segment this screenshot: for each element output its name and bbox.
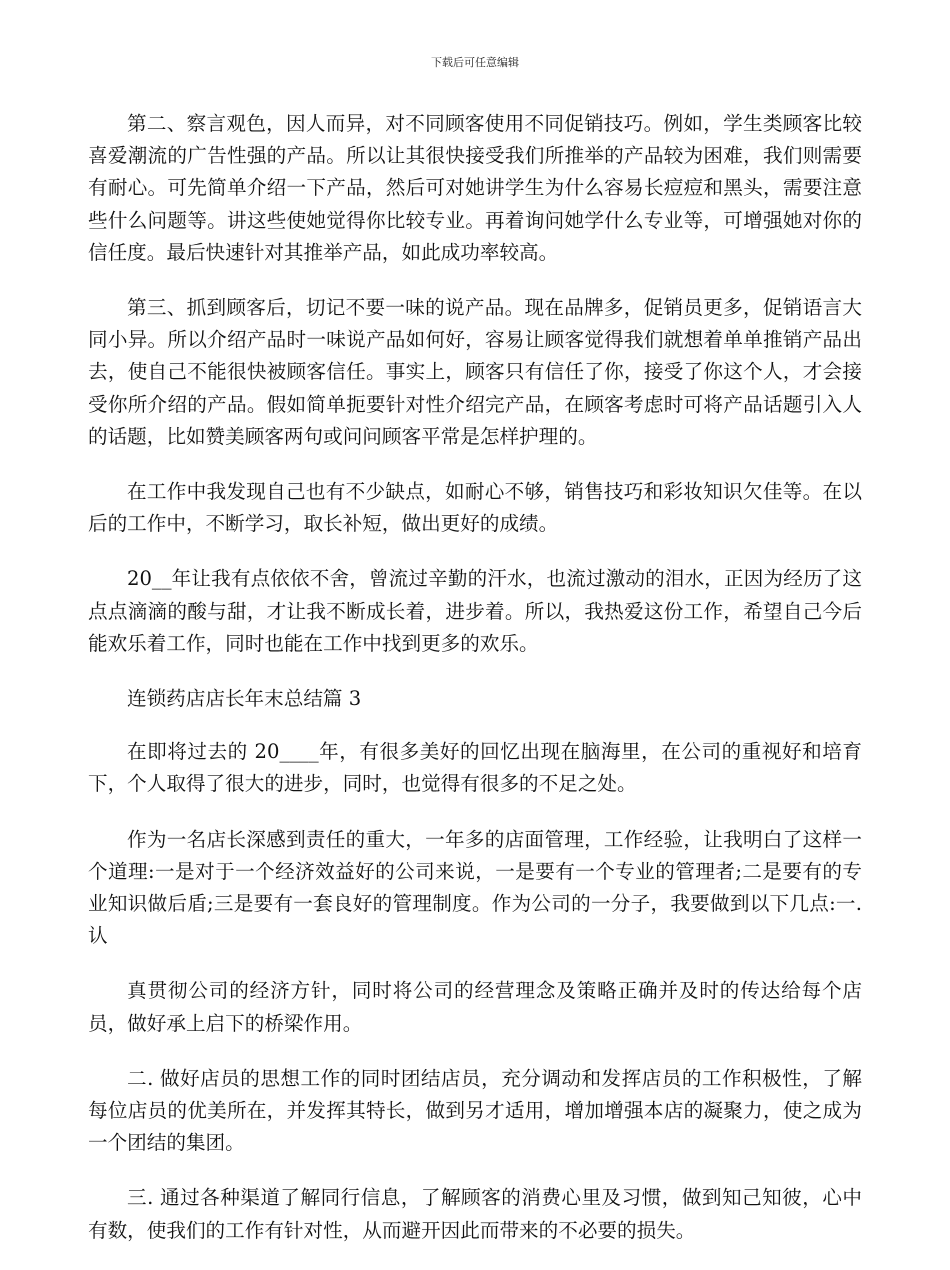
paragraph-point-three: 三. 通过各种渠道了解同行信息，了解顾客的消费心里及习惯，做到知己知彼，心中有数，使我们的工作有针对性，从而避开因此而带来的不必要的损失。 [88, 1186, 862, 1242]
page-header: 下载后可任意编辑 [431, 56, 519, 69]
section-heading: 连锁药店店长年末总结篇 3 [127, 687, 362, 711]
paragraph-intro: 在即将过去的 20____年，有很多美好的回忆出现在脑海里，在公司的重视好和培育下，个人取得了很大的进步，同时，也觉得有很多的不足之处。 [88, 740, 862, 796]
paragraph-point-two: 二. 做好店员的思想工作的同时团结店员，充分调动和发挥店员的工作积极性，了解每位店员的优美所在，并发挥其特长，做到另才适用，增加增强本店的凝聚力，使之成为一个团结的集团。 [88, 1066, 862, 1155]
paragraph-shortcomings: 在工作中我发现自己也有不少缺点，如耐心不够，销售技巧和彩妆知识欠佳等。在以后的工作中，不断学习，取长补短，做出更好的成绩。 [88, 480, 862, 536]
document-body [88, 108, 862, 1270]
paragraph-third-tip: 第三、抓到顾客后，切记不要一味的说产品。现在品牌多，促销员更多，促销语言大同小异。所以介绍产品时一味说产品如何好，容易让顾客觉得我们就想着单单推销产品出去，使自己不能很快被顾客信任。事实上，顾客只有信任了你，接受了你这个人，才会接受你所介绍的产品。假如简单扼要针对性介绍完产品，在顾客考虑时可将产品话题引入人的话题，比如赞美顾客两句或问问顾客平常是怎样护理的。 [88, 296, 862, 448]
paragraph-second-tip: 第二、察言观色，因人而异，对不同顾客使用不同促销技巧。例如，学生类顾客比较喜爱潮流的广告性强的产品。所以让其很快接受我们所推举的产品较为困难，我们则需要有耐心。可先简单介绍一下产品，然后可对她讲学生为什么容易长痘痘和黑头，需要注意些什么问题等。讲这些使她觉得你比较专业。再着询问她学什么专业等，可增强她对你的信任度。最后快速针对其推举产品，如此成功率较高。 [88, 112, 862, 264]
paragraph-point-one: 真贯彻公司的经济方针，同时将公司的经营理念及策略正确并及时的传达给每个店员，做好承上启下的桥梁作用。 [88, 979, 862, 1035]
paragraph-year-reflection: 20__年让我有点依依不舍，曾流过辛勤的汗水，也流过激动的泪水，正因为经历了这点点滴滴的酸与甜，才让我不断成长着，进步着。所以，我热爱这份工作，希望自己今后能欢乐着工作，同时也能在工作中找到更多的欢乐。 [88, 567, 862, 655]
paragraph-responsibility: 作为一名店长深感到责任的重大，一年多的店面管理，工作经验，让我明白了这样一个道理:一是对于一个经济效益好的公司来说，一是要有一个专业的管理者;二是要有的专业知识做后盾;三是要有一套良好的管理制度。作为公司的一分子，我要做到以下几点:一. 认 [88, 827, 862, 948]
